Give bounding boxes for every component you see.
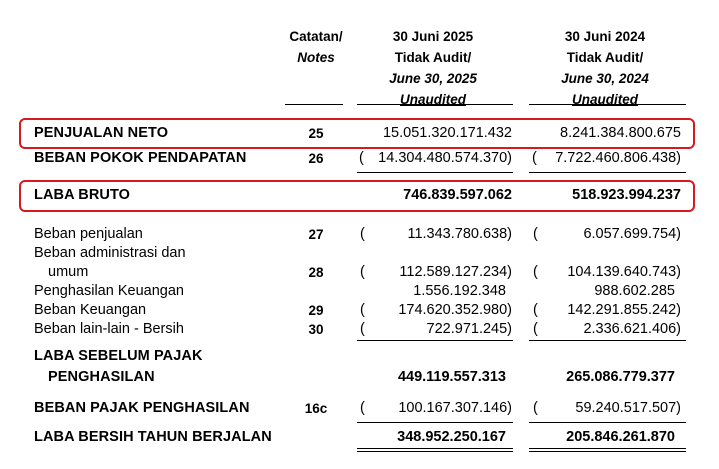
row-label: Beban lain-lain - Bersih xyxy=(34,321,184,337)
row-label: Penghasilan Keuangan xyxy=(34,283,184,299)
open-paren-2025: ( xyxy=(360,321,365,337)
value-2024: 104.139.640.743) xyxy=(567,264,681,280)
row-beban-pajak-penghasilan xyxy=(0,399,719,418)
row-label: BEBAN POKOK PENDAPATAN xyxy=(34,150,247,166)
open-paren-2025: ( xyxy=(360,264,365,280)
double-rule-col2-a xyxy=(529,448,686,449)
open-paren-2024: ( xyxy=(533,226,538,242)
value-2025: 1.556.192.348 xyxy=(413,283,506,299)
row-label: LABA BERSIH TAHUN BERJALAN xyxy=(34,429,272,445)
value-2025: 746.839.597.062 xyxy=(403,187,512,203)
row-label: PENJUALAN NETO xyxy=(34,125,169,141)
subtotal-rule-col1 xyxy=(357,340,513,341)
value-2024: 518.923.994.237 xyxy=(572,187,681,203)
header-rule-col1 xyxy=(357,104,513,105)
double-rule-col1-a xyxy=(357,448,513,449)
subtotal-rule-col2 xyxy=(529,340,686,341)
row-laba-bruto xyxy=(0,186,719,205)
value-2025: 15.051.320.171.432 xyxy=(382,125,512,141)
value-2024: 988.602.285 xyxy=(594,283,675,299)
notes-header-en: Notes xyxy=(297,50,335,65)
col2-status-id: Tidak Audit/ xyxy=(566,50,644,65)
row-note: 26 xyxy=(308,151,324,166)
subtotal-rule-col2 xyxy=(529,172,686,173)
header-rule-notes xyxy=(285,104,343,105)
row-penghasilan-keuangan xyxy=(0,282,719,301)
open-paren-2024: ( xyxy=(532,150,537,166)
value-2024: 8.241.384.800.675 xyxy=(560,125,681,141)
open-paren-2025: ( xyxy=(360,302,365,318)
row-label: LABA SEBELUM PAJAK xyxy=(34,348,203,364)
row-label: BEBAN PAJAK PENGHASILAN xyxy=(34,400,250,416)
row-note: 29 xyxy=(308,303,324,318)
col1-header xyxy=(358,26,508,110)
col1-status-en: Unaudited xyxy=(400,92,466,107)
row-laba-sebelum-pajak-penghasilan xyxy=(0,368,719,387)
col1-date-en: June 30, 2025 xyxy=(389,71,477,86)
value-2025: 449.119.557.313 xyxy=(397,369,506,385)
value-2024: 2.336.621.406) xyxy=(583,321,681,337)
open-paren-2024: ( xyxy=(533,302,538,318)
value-2025: 348.952.250.167 xyxy=(397,429,506,445)
row-beban-administrasi-umum xyxy=(0,263,719,282)
open-paren-2024: ( xyxy=(533,321,538,337)
subtotal-rule-col1 xyxy=(357,172,513,173)
row-note: 27 xyxy=(308,227,324,242)
col2-header xyxy=(530,26,680,110)
open-paren-2025: ( xyxy=(360,400,365,416)
row-laba-bersih-tahun-berjalan xyxy=(0,428,719,447)
value-2025: 174.620.352.980) xyxy=(398,302,512,318)
row-note: 28 xyxy=(308,265,324,280)
double-rule-col2-b xyxy=(529,451,686,452)
row-beban-administrasi-line1 xyxy=(0,244,719,263)
row-label: umum xyxy=(48,264,89,280)
row-penjualan-neto xyxy=(0,124,719,143)
row-beban-penjualan xyxy=(0,225,719,244)
notes-column-header xyxy=(276,26,356,68)
col1-status-id: Tidak Audit/ xyxy=(394,50,472,65)
row-note: 25 xyxy=(308,126,324,141)
value-2025: 100.167.307.146) xyxy=(398,400,512,416)
row-label: Beban penjualan xyxy=(34,226,143,242)
row-label: PENGHASILAN xyxy=(48,369,155,385)
row-note: 30 xyxy=(308,322,324,337)
open-paren-2025: ( xyxy=(360,226,365,242)
value-2024: 142.291.855.242) xyxy=(567,302,681,318)
open-paren-2024: ( xyxy=(533,400,538,416)
header-rule-col2 xyxy=(529,104,686,105)
row-label: LABA BRUTO xyxy=(34,187,131,203)
value-2024: 6.057.699.754) xyxy=(583,226,681,242)
value-2024: 7.722.460.806.438) xyxy=(555,150,681,166)
value-2025: 722.971.245) xyxy=(426,321,512,337)
double-rule-col1-b xyxy=(357,451,513,452)
col2-status-en: Unaudited xyxy=(572,92,638,107)
value-2025: 14.304.480.574.370) xyxy=(378,150,512,166)
notes-header-id: Catatan/ xyxy=(289,29,343,44)
row-label: Beban Keuangan xyxy=(34,302,147,318)
row-beban-pokok-pendapatan xyxy=(0,149,719,168)
total-rule-col1 xyxy=(357,422,513,423)
value-2025: 11.343.780.638) xyxy=(407,226,512,242)
row-beban-keuangan xyxy=(0,301,719,320)
value-2024: 205.846.261.870 xyxy=(566,429,675,445)
row-label: Beban administrasi dan xyxy=(34,245,186,261)
col2-date-id: 30 Juni 2024 xyxy=(564,29,646,44)
open-paren-2025: ( xyxy=(359,150,364,166)
value-2024: 59.240.517.507) xyxy=(575,400,681,416)
row-note: 16c xyxy=(304,401,328,416)
open-paren-2024: ( xyxy=(533,264,538,280)
row-laba-sebelum-pajak-line1 xyxy=(0,347,719,366)
value-2024: 265.086.779.377 xyxy=(566,369,675,385)
row-beban-lain-lain xyxy=(0,320,719,339)
col1-date-id: 30 Juni 2025 xyxy=(392,29,474,44)
value-2025: 112.589.127.234) xyxy=(399,264,512,280)
total-rule-col2 xyxy=(529,422,686,423)
col2-date-en: June 30, 2024 xyxy=(561,71,649,86)
